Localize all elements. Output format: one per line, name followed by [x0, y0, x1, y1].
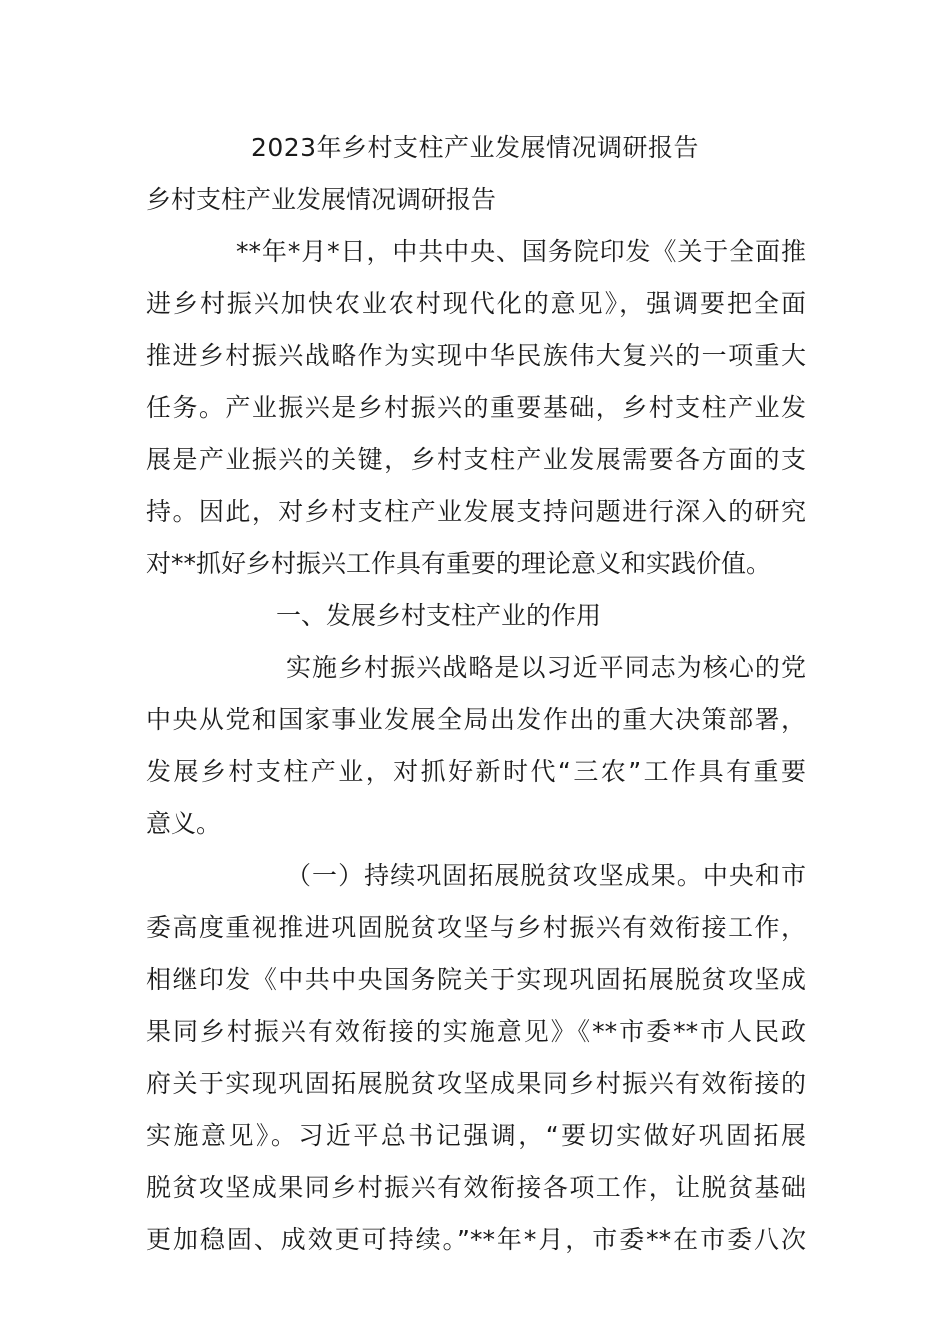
paragraph-line: 实施意见》。习近平总书记强调，“要切实做好巩固拓展: [146, 1121, 806, 1150]
paragraph-line: 更加稳固、成效更可持续。”**年*月，市委**在市委八次: [146, 1225, 806, 1254]
paragraph-line: 对**抓好乡村振兴工作具有重要的理论意义和实践价值。: [146, 549, 772, 578]
paragraph-line: **年*月*日，中共中央、国务院印发《关于全面推: [236, 237, 806, 266]
paragraph-line: 中央从党和国家事业发展全局出发作出的重大决策部署，: [146, 705, 806, 734]
paragraph-line: 果同乡村振兴有效衔接的实施意见》《**市委**市人民政: [146, 1017, 806, 1046]
paragraph-line: 展是产业振兴的关键，乡村支柱产业发展需要各方面的支: [146, 445, 806, 474]
paragraph-line: 实施乡村振兴战略是以习近平同志为核心的党: [286, 653, 806, 682]
paragraph-line: 任务。产业振兴是乡村振兴的重要基础，乡村支柱产业发: [146, 393, 806, 422]
paragraph-line: 府关于实现巩固拓展脱贫攻坚成果同乡村振兴有效衔接的: [146, 1069, 806, 1098]
paragraph-line: 发展乡村支柱产业，对抓好新时代“三农”工作具有重要: [146, 757, 806, 786]
paragraph-line: 意义。: [146, 809, 222, 838]
paragraph-line: 相继印发《中共中央国务院关于实现巩固拓展脱贫攻坚成: [146, 965, 806, 994]
document-title: 2023年乡村支柱产业发展情况调研报告: [250, 133, 700, 162]
section-heading: 一、发展乡村支柱产业的作用: [276, 601, 602, 630]
paragraph-line: 脱贫攻坚成果同乡村振兴有效衔接各项工作，让脱贫基础: [146, 1173, 806, 1202]
document-subtitle: 乡村支柱产业发展情况调研报告: [146, 185, 497, 214]
paragraph-line: 委高度重视推进巩固脱贫攻坚与乡村振兴有效衔接工作，: [146, 913, 806, 942]
paragraph-line: 持。因此，对乡村支柱产业发展支持问题进行深入的研究: [146, 497, 806, 526]
paragraph-line: 推进乡村振兴战略作为实现中华民族伟大复兴的一项重大: [146, 341, 806, 370]
paragraph-line: 进乡村振兴加快农业农村现代化的意见》，强调要把全面: [146, 289, 806, 318]
paragraph-line: （一）持续巩固拓展脱贫攻坚成果。中央和市: [286, 861, 806, 890]
